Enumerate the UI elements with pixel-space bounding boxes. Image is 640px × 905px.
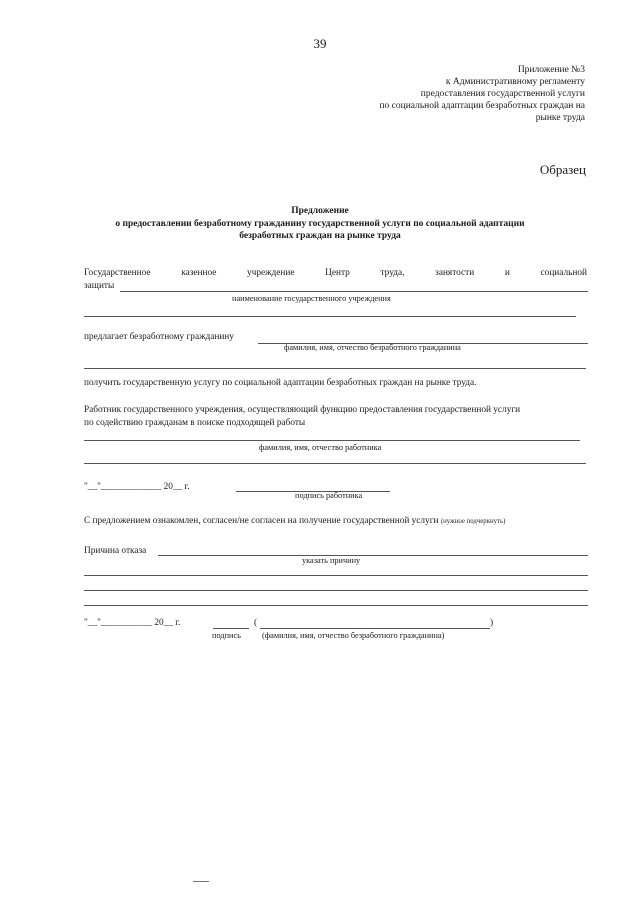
offers-label: предлагает безработному гражданину <box>84 332 234 342</box>
open-paren: ( <box>254 618 258 628</box>
footer-mark <box>193 881 209 882</box>
page-number: 39 <box>313 36 327 51</box>
org-name-continuation: защиты <box>84 281 115 291</box>
citizen-name-caption: фамилия, имя, отчество безработного гражданина <box>284 343 461 352</box>
close-paren: ) <box>490 618 494 628</box>
document-title <box>0 205 640 243</box>
citizen-signature-line[interactable] <box>213 628 249 629</box>
refusal-line-4[interactable] <box>84 605 588 606</box>
acquainted-note: (нужное подчеркнуть) <box>440 518 506 525</box>
org-word: казенное <box>181 268 217 278</box>
org-name-line-2[interactable] <box>84 316 576 317</box>
signature-caption: подпись <box>212 631 241 640</box>
date-field-1[interactable]: "__"_____________ 20__ г. <box>84 482 190 492</box>
org-word: Центр <box>325 268 350 278</box>
appendix-line-4: по социальной адаптации безработных граждан на <box>379 101 585 111</box>
title-line-1: Предложение <box>291 206 349 216</box>
worker-text-line-2: по содействию гражданам в поиске подходящей работы <box>84 418 306 428</box>
citizen-fio-caption: (фамилия, имя, отчество безработного гражданина) <box>262 631 445 640</box>
appendix-line-3: предоставления государственной услуги <box>420 89 585 99</box>
sample-label: Образец <box>539 162 586 177</box>
refusal-reason-caption: указать причину <box>302 556 361 565</box>
citizen-fio-line[interactable] <box>260 628 490 629</box>
org-word: Государственное <box>84 268 151 278</box>
refusal-label: Причина отказа <box>84 546 147 556</box>
appendix-header <box>379 64 585 124</box>
refusal-line-2[interactable] <box>84 575 588 576</box>
appendix-line-1: Приложение №3 <box>517 65 585 75</box>
org-word: труда, <box>380 268 405 278</box>
receive-service-text: получить государственную услугу по социальной адаптации безработных граждан на рынке труда. <box>84 378 477 388</box>
citizen-name-line-2[interactable] <box>84 368 586 369</box>
worker-name-caption: фамилия, имя, отчество работника <box>259 443 382 452</box>
appendix-line-5: рынке труда <box>535 113 585 123</box>
title-line-2: о предоставлении безработному гражданину государственной услуги по социальной адаптации <box>115 218 525 229</box>
org-word: и <box>504 268 510 278</box>
date-field-2[interactable]: "__"___________ 20__ г. <box>84 618 181 628</box>
title-line-3: безработных граждан на рынке труда <box>239 231 401 241</box>
worker-name-line-2[interactable] <box>84 463 586 464</box>
org-name-line[interactable] <box>120 291 588 292</box>
org-word: занятости <box>435 268 475 278</box>
acquainted-text <box>84 516 505 526</box>
org-word: учреждение <box>247 268 295 278</box>
org-name-caption: наименование государственного учреждения <box>232 294 391 303</box>
worker-text-line-1: Работник государственного учреждения, осуществляющий функцию предоставления государственной услуги <box>84 405 521 415</box>
org-name-row <box>84 268 587 278</box>
refusal-line-3[interactable] <box>84 590 588 591</box>
refusal-reason-line[interactable] <box>158 555 588 556</box>
appendix-line-2: к Административному регламенту <box>445 77 585 87</box>
worker-signature-caption: подпись работника <box>295 491 363 500</box>
worker-name-line[interactable] <box>84 440 580 441</box>
org-word: социальной <box>540 268 587 278</box>
acquainted-main: С предложением ознакомлен, согласен/не согласен на получение государственной услуги <box>84 516 439 526</box>
